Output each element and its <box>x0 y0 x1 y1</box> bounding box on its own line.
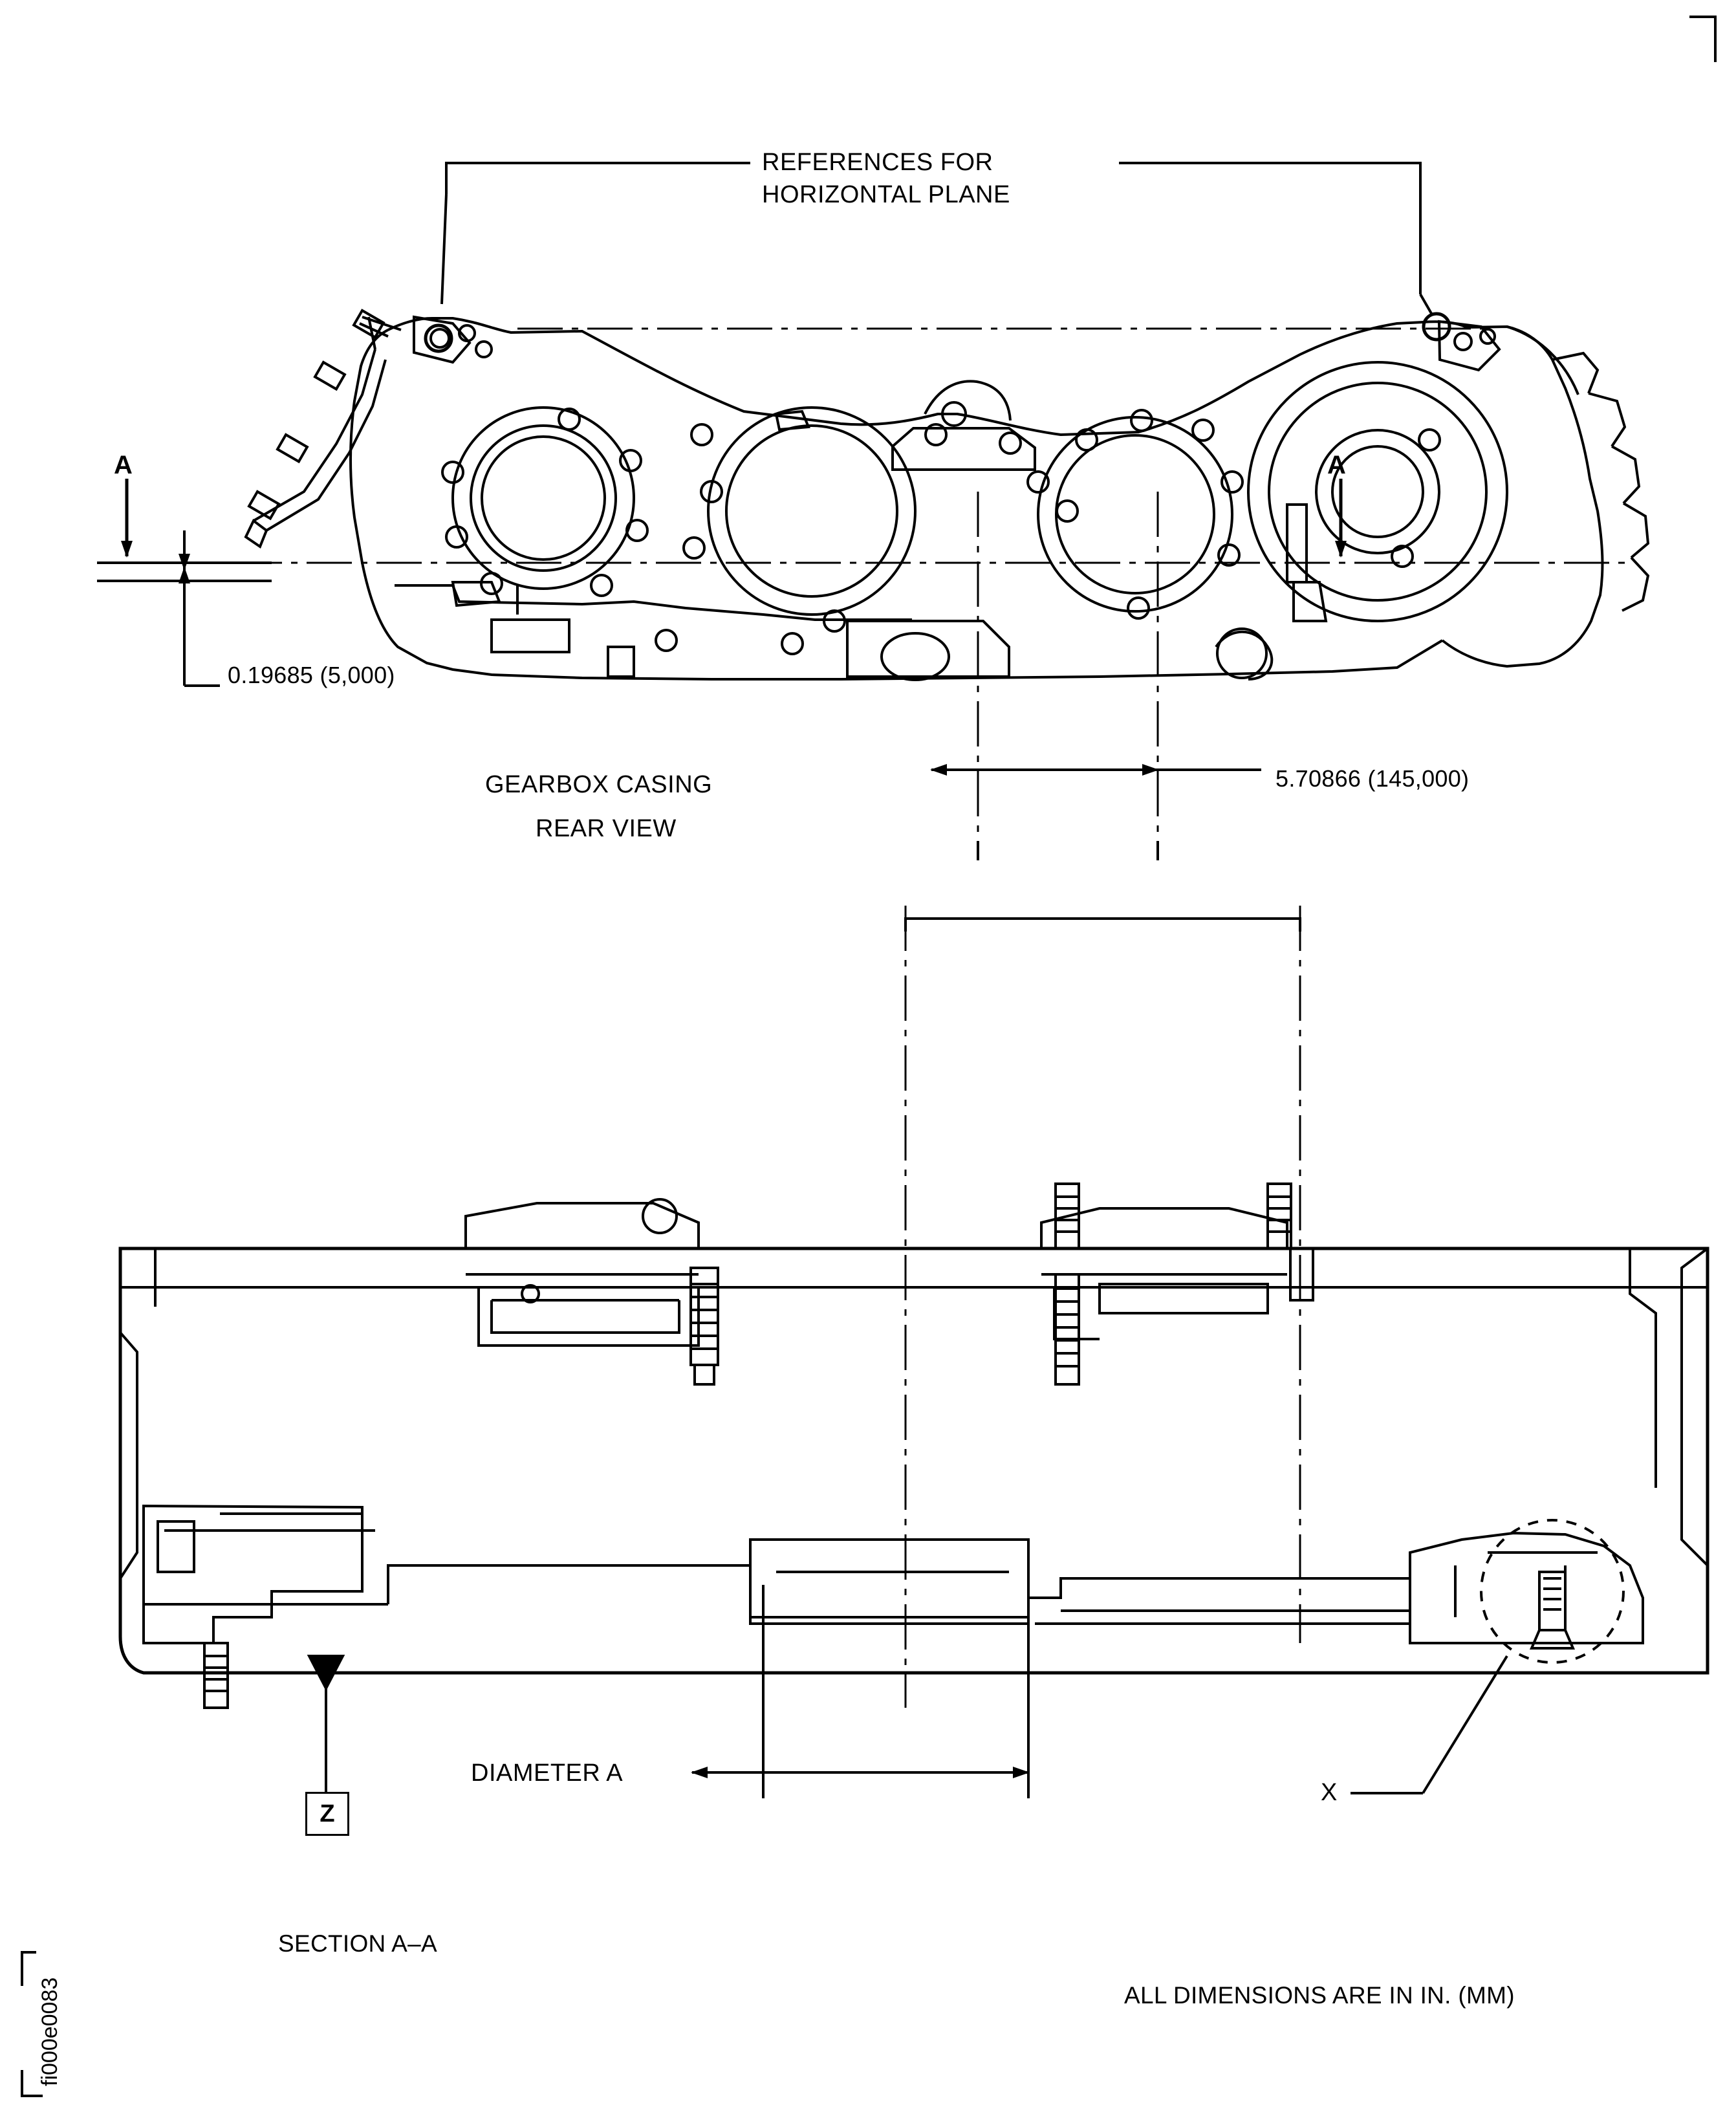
diameter-a-label: DIAMETER A <box>471 1760 624 1787</box>
dimension-label-vertical-offset: 0.19685 (5,000) <box>228 662 395 688</box>
section-arrow-label-right: A <box>1327 451 1346 479</box>
figure-code: fi000e0083 <box>38 1977 62 2086</box>
section-a-a-view <box>120 1184 1708 1708</box>
units-note: ALL DIMENSIONS ARE IN IN. (MM) <box>1124 1982 1515 2009</box>
view-title-line1: GEARBOX CASING <box>485 771 713 798</box>
reference-point-right-marker <box>1424 314 1449 340</box>
view-title-line2: REAR VIEW <box>536 815 677 842</box>
dimension-label-horizontal-span: 5.70866 (145,000) <box>1275 765 1470 792</box>
crop-mark-top-right <box>1689 17 1715 62</box>
section-title: SECTION A–A <box>278 1930 437 1957</box>
detail-x-label: X <box>1321 1779 1338 1806</box>
references-caption-line2: HORIZONTAL PLANE <box>762 181 1010 208</box>
datum-z-box: Z <box>305 1792 349 1836</box>
references-caption-line1: REFERENCES FOR <box>762 149 993 176</box>
datum-z-indicator <box>309 1656 343 1792</box>
detail-x-leader <box>1351 1656 1507 1793</box>
projection-bridge <box>906 841 1300 932</box>
section-arrow-label-left: A <box>114 451 133 479</box>
gearbox-casing-rear-view <box>246 311 1648 680</box>
